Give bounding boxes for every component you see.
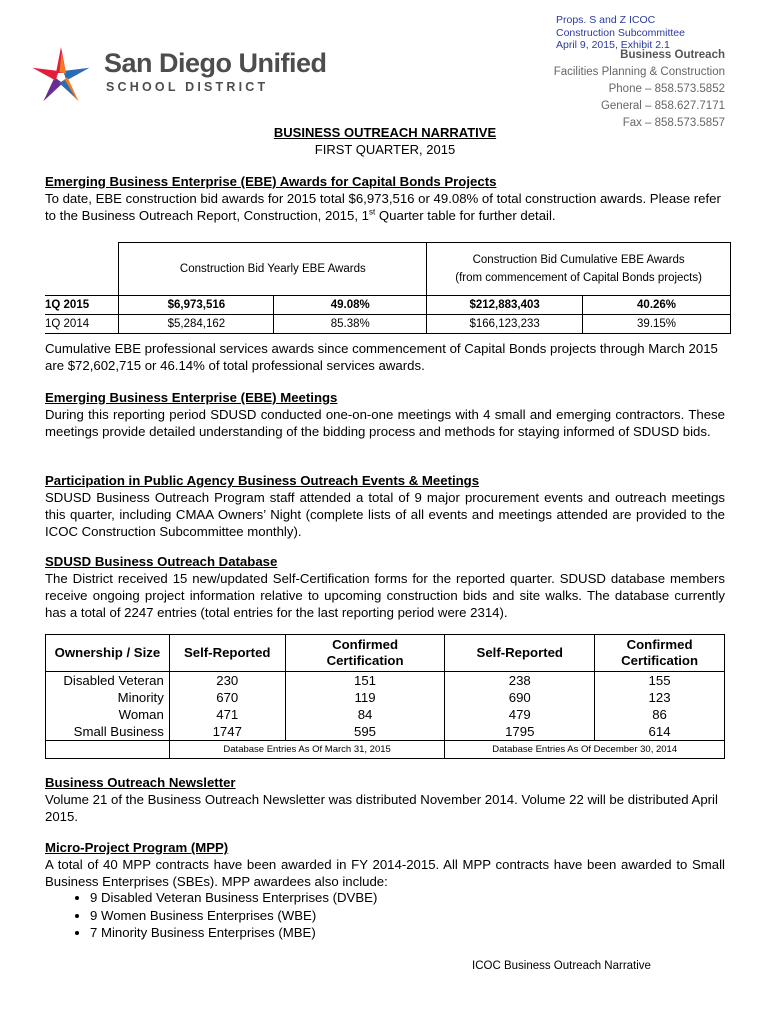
db-cell: 670 (169, 689, 285, 706)
db-cell: 123 (595, 689, 725, 706)
awards-yearly-amount: $6,973,516 (119, 296, 274, 315)
awards-yearly-amount: $5,284,162 (119, 315, 274, 334)
contact-block (554, 47, 725, 132)
ebe-awards-paragraph (45, 190, 725, 224)
db-header-self-reported: Self-Reported (169, 635, 285, 672)
newsletter-paragraph: Volume 21 of the Business Outreach Newsletter was distributed November 2014. Volume 22 will be distributed April 2015. (45, 792, 718, 824)
db-row-label: Small Business (46, 723, 170, 741)
database-table-footer (46, 741, 725, 759)
table-row (45, 296, 731, 315)
db-header-confirmed-line1: Confirmed (332, 637, 398, 652)
mpp-section (45, 839, 725, 890)
awards-cum-amount: $212,883,403 (427, 296, 583, 315)
table-row (46, 706, 725, 723)
awards-header-cumulative-line2: (from commencement of Capital Bonds projects) (455, 272, 702, 284)
page-footer: ICOC Business Outreach Narrative (472, 960, 651, 972)
db-foot-previous: Database Entries As Of December 30, 2014 (445, 741, 725, 759)
database-section (45, 553, 725, 621)
list-item: • 9 Women Business Enterprises (WBE) (90, 907, 377, 925)
contact-line: Facilities Planning & Construction (553, 66, 725, 78)
awards-cum-pct: 39.15% (583, 315, 731, 334)
document-title: BUSINESS OUTREACH NARRATIVE (273, 125, 497, 140)
contact-line: Phone – 858.573.5852 (608, 83, 725, 95)
stamp-line: Construction Subcommittee (556, 26, 685, 39)
table-row (46, 723, 725, 741)
db-header-confirmed (285, 635, 445, 672)
db-row-label: Disabled Veteran (46, 672, 170, 690)
mpp-bullet-list (62, 889, 377, 942)
db-header-self-reported: Self-Reported (445, 635, 595, 672)
database-table-header (46, 635, 725, 672)
db-cell: 471 (169, 706, 285, 723)
db-cell: 151 (285, 672, 445, 690)
db-cell: 614 (595, 723, 725, 741)
db-row-label: Woman (46, 706, 170, 723)
exhibit-stamp (556, 14, 685, 52)
stamp-line: April 9, 2015, Exhibit 2.1 (556, 39, 670, 51)
newsletter-heading: Business Outreach Newsletter (45, 775, 236, 790)
ebe-awards-text-end: Quarter table for further detail. (375, 208, 556, 223)
awards-period: 1Q 2014 (45, 315, 119, 334)
awards-header-cumulative (427, 243, 731, 296)
events-paragraph: SDUSD Business Outreach Program staff attended a total of 9 major procurement events and outreach meetings this quarter, including CMAA Owners’ Night (complete lists of all events and meetings attended are provided to the ICOC Construction Subcommittee monthly). (45, 490, 725, 539)
table-row (46, 672, 725, 690)
db-cell: 238 (445, 672, 595, 690)
contact-line: General – 858.627.7171 (600, 100, 725, 112)
list-item: • 9 Disabled Veteran Business Enterprises (DVBE) (90, 889, 377, 907)
awards-period: 1Q 2015 (45, 296, 119, 315)
db-cell: 155 (595, 672, 725, 690)
ebe-awards-text: To date, EBE construction bid awards for 2015 total $6,973,516 or 49.08% of total construction awards. Please refer to the Business Outreach Report, Construction, 2015, 1 (45, 191, 721, 223)
db-foot-blank (46, 741, 170, 759)
meetings-section (45, 389, 725, 440)
db-cell: 1747 (169, 723, 285, 741)
logo-district-name: San Diego Unified (104, 48, 327, 78)
database-table (45, 634, 725, 759)
awards-cum-pct: 40.26% (583, 296, 731, 315)
document-subtitle: FIRST QUARTER, 2015 (314, 142, 456, 157)
awards-header-cumulative-line1: Construction Bid Cumulative EBE Awards (472, 254, 685, 266)
db-header-confirmed-line2: Certification (621, 653, 699, 668)
db-header-confirmed (595, 635, 725, 672)
database-heading: SDUSD Business Outreach Database (45, 554, 278, 569)
db-cell: 595 (285, 723, 445, 741)
star-logo-icon (28, 44, 94, 110)
db-cell: 230 (169, 672, 285, 690)
database-paragraph: The District received 15 new/updated Self-Certification forms for the reported quarter. SDUSD database members receive ongoing project information relative to upcoming construction bids and site walks. The database currently has a total of 2247 entries (total entries for the last reporting period were 2314). (45, 571, 725, 620)
awards-yearly-pct: 49.08% (274, 296, 427, 315)
awards-yearly-pct: 85.38% (274, 315, 427, 334)
mpp-heading: Micro-Project Program (MPP) (45, 840, 229, 855)
cumulative-paragraph: Cumulative EBE professional services awards since commencement of Capital Bonds projects through March 2015 are $72,602,715 or 46.14% of total professional services awards. (45, 341, 718, 373)
db-row-label: Minority (46, 689, 170, 706)
db-cell: 119 (285, 689, 445, 706)
logo-district-subtitle: SCHOOL DISTRICT (106, 80, 269, 94)
department-name: Business Outreach (620, 49, 725, 61)
awards-cum-amount: $166,123,233 (427, 315, 583, 334)
db-header-ownership: Ownership / Size (46, 635, 170, 672)
db-cell: 84 (285, 706, 445, 723)
ebe-awards-section (45, 173, 725, 224)
db-header-confirmed-line1: Confirmed (626, 637, 693, 652)
db-cell: 1795 (445, 723, 595, 741)
list-item: • 7 Minority Business Enterprises (MBE) (90, 924, 377, 942)
events-heading: Participation in Public Agency Business Outreach Events & Meetings (45, 473, 480, 488)
ebe-awards-heading: Emerging Business Enterprise (EBE) Awards for Capital Bonds Projects (45, 174, 497, 189)
newsletter-section (45, 774, 725, 825)
contact-line: Fax – 858.573.5857 (622, 117, 725, 129)
meetings-paragraph: During this reporting period SDUSD conducted one-on-one meetings with 4 small and emerging contractors. These meetings provide detailed understanding of the bidding process and methods for staying informed of SDUSD bids. (45, 407, 725, 439)
db-foot-current: Database Entries As Of March 31, 2015 (169, 741, 445, 759)
ebe-awards-sup: st (369, 207, 376, 217)
events-section (45, 472, 725, 540)
db-cell: 690 (445, 689, 595, 706)
awards-header-blank (45, 243, 119, 296)
table-row (45, 315, 731, 334)
db-cell: 86 (595, 706, 725, 723)
db-cell: 479 (445, 706, 595, 723)
db-header-confirmed-line2: Certification (326, 653, 404, 668)
awards-header-yearly: Construction Bid Yearly EBE Awards (119, 243, 427, 296)
district-logo (28, 44, 327, 110)
stamp-line: Props. S and Z ICOC (556, 14, 656, 26)
mpp-paragraph: A total of 40 MPP contracts have been awarded in FY 2014-2015. All MPP contracts have been awarded to Small Business Enterprises (SBEs). MPP awardees also include: (45, 857, 725, 889)
awards-table (45, 242, 731, 334)
awards-table-header (45, 243, 731, 296)
table-row (46, 689, 725, 706)
meetings-heading: Emerging Business Enterprise (EBE) Meetings (45, 390, 338, 405)
